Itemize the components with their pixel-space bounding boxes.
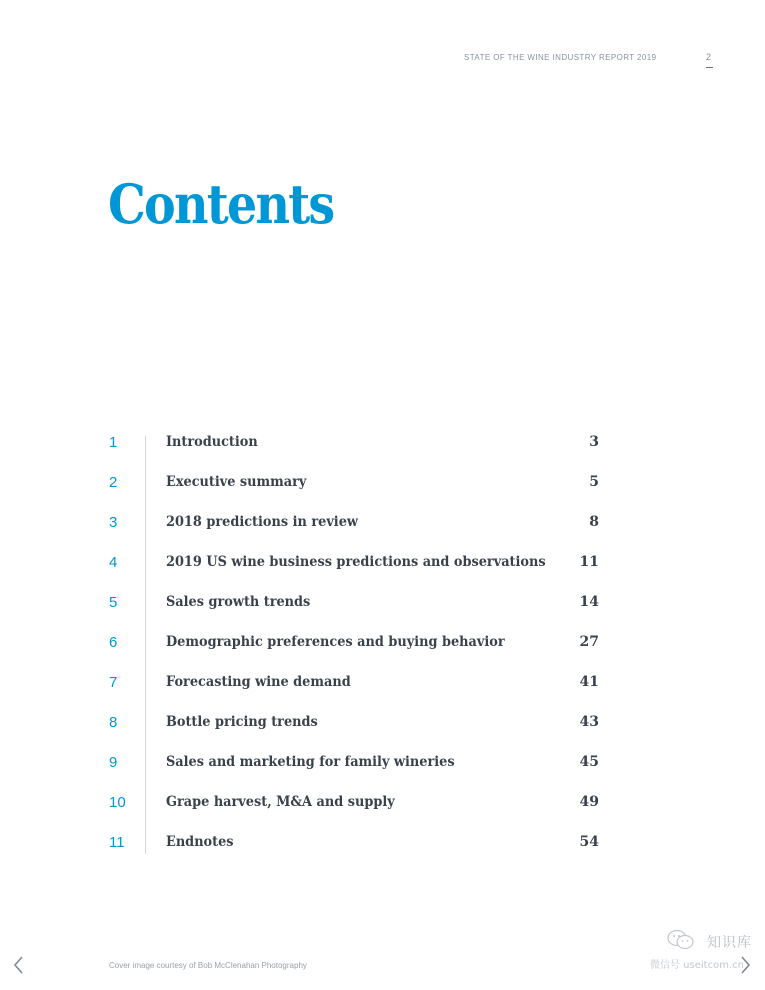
toc-item-page[interactable]: 14 [579, 594, 599, 610]
toc-item-title[interactable]: Grape harvest, M&A and supply [166, 794, 395, 810]
chevron-left-icon[interactable] [10, 955, 28, 975]
toc-item-number: 2 [109, 474, 118, 491]
toc-item-page[interactable]: 3 [589, 434, 599, 450]
toc-item-title[interactable]: 2018 predictions in review [166, 514, 358, 530]
watermark-sub: 微信号 useitcom.cn [650, 960, 744, 971]
toc-item-number: 5 [109, 594, 118, 611]
page-number-underline [706, 67, 713, 68]
toc-item[interactable] [0, 472, 765, 512]
toc-item[interactable] [0, 432, 765, 472]
toc-item-number: 4 [109, 554, 118, 571]
toc-item-title[interactable]: Sales and marketing for family wineries [166, 754, 455, 770]
toc-item-number: 8 [109, 714, 118, 731]
toc-item-page[interactable]: 54 [579, 834, 599, 850]
toc-item-number: 9 [109, 754, 118, 771]
footer-credit: Cover image courtesy of Bob McClenahan Photography [109, 961, 307, 970]
watermark-name: 知识库 [707, 935, 752, 951]
toc-item-title[interactable]: Introduction [166, 434, 258, 450]
toc-item-page[interactable]: 5 [589, 474, 599, 490]
toc-item-title[interactable]: Demographic preferences and buying behavior [166, 634, 505, 650]
toc-item-page[interactable]: 49 [579, 794, 599, 810]
report-title: STATE OF THE WINE INDUSTRY REPORT 2019 [464, 53, 657, 62]
toc-item-title[interactable]: Forecasting wine demand [166, 674, 351, 690]
toc-item[interactable] [0, 752, 765, 792]
toc-item-number: 11 [109, 834, 125, 851]
table-of-contents [0, 432, 765, 872]
toc-item-page[interactable]: 41 [579, 674, 599, 690]
toc-item-title[interactable]: Executive summary [166, 474, 307, 490]
toc-item[interactable] [0, 632, 765, 672]
toc-item-number: 3 [109, 514, 118, 531]
wechat-icon [667, 929, 695, 951]
toc-item[interactable] [0, 552, 765, 592]
chevron-right-icon[interactable] [736, 955, 754, 975]
toc-item-number: 7 [109, 674, 118, 691]
toc-item-page[interactable]: 8 [589, 514, 599, 530]
toc-item-title[interactable]: Endnotes [166, 834, 234, 850]
toc-item-number: 6 [109, 634, 118, 651]
toc-item[interactable] [0, 832, 765, 872]
toc-item-title[interactable]: 2019 US wine business predictions and observations [166, 554, 546, 570]
toc-item-number: 10 [109, 794, 126, 811]
toc-item-page[interactable]: 11 [579, 554, 599, 570]
toc-item[interactable] [0, 672, 765, 712]
toc-item-number: 1 [109, 434, 118, 451]
toc-item[interactable] [0, 592, 765, 632]
page-title: Contents [108, 172, 334, 236]
toc-item-title[interactable]: Bottle pricing trends [166, 714, 318, 730]
toc-item[interactable] [0, 512, 765, 552]
toc-item-page[interactable]: 27 [579, 634, 599, 650]
toc-item[interactable] [0, 712, 765, 752]
toc-item[interactable] [0, 792, 765, 832]
toc-item-page[interactable]: 43 [579, 714, 599, 730]
toc-item-page[interactable]: 45 [579, 754, 599, 770]
toc-item-title[interactable]: Sales growth trends [166, 594, 311, 610]
page-number: 2 [706, 52, 712, 62]
